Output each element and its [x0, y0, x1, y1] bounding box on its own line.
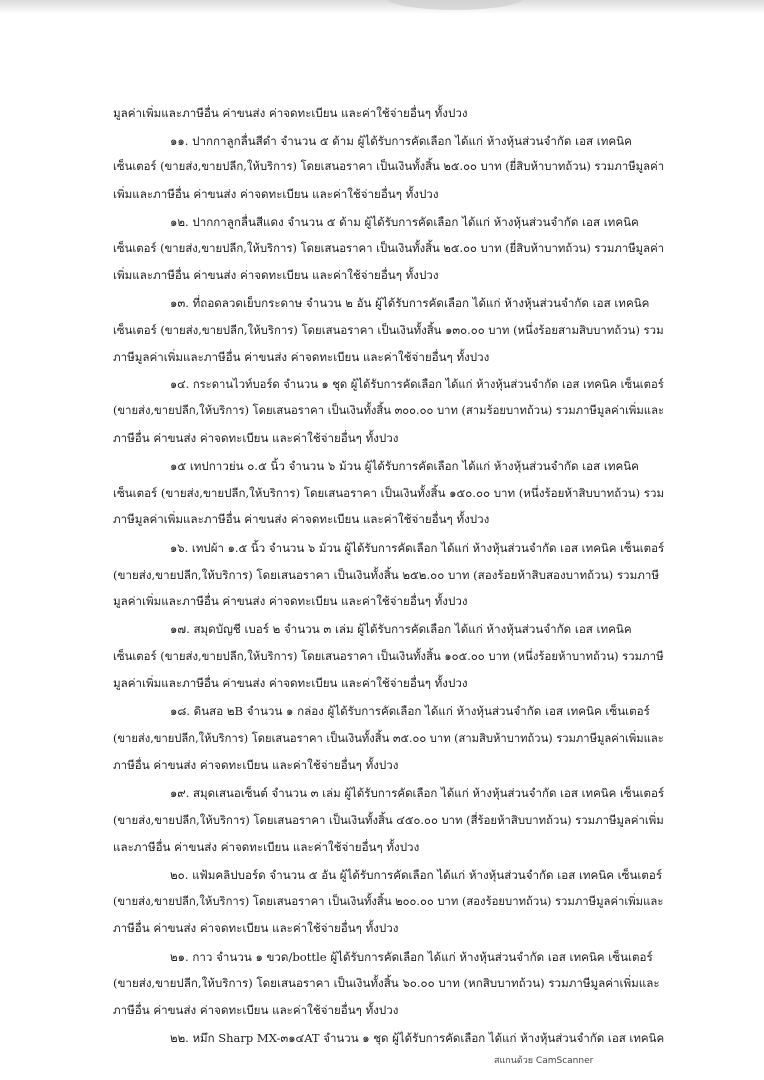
text-line: ภาษีมูลค่าเพิ่มและภาษีอื่น ค่าขนส่ง ค่าจดทะเบียน และค่าใช้จ่ายอื่นๆ ทั้งปวง	[113, 350, 490, 364]
text-line: มูลค่าเพิ่มและภาษีอื่น ค่าขนส่ง ค่าจดทะเบียน และค่าใช้จ่ายอื่นๆ ทั้งปวง	[113, 676, 468, 690]
text-line: ภาษีอื่น ค่าขนส่ง ค่าจดทะเบียน และค่าใช้จ่ายอื่นๆ ทั้งปวง	[113, 758, 399, 772]
text-line: (ขายส่ง,ขายปลีก,ให้บริการ) โดยเสนอราคา เป็นเงินทั้งสิ้น ๔๕๐.๐๐ บาท (สี่ร้อยห้าสิบบาทถ้วน) รวมภาษีมูลค่าเพิ่ม	[113, 813, 664, 827]
item-14-heading: ๑๔. กระดานไวท์บอร์ด จำนวน ๑ ชุด ผู้ได้รับการคัดเลือก ได้แก่ ห้างหุ้นส่วนจำกัด เอส เทคนิค เซ็นเตอร์	[170, 377, 664, 391]
text-line: เซ็นเตอร์ (ขายส่ง,ขายปลีก,ให้บริการ) โดยเสนอราคา เป็นเงินทั้งสิ้น ๑๓๐.๐๐ บาท (หนึ่งร้อยสามสิบบาทถ้วน) รวม	[113, 323, 664, 337]
text-line: เพิ่มและภาษีอื่น ค่าขนส่ง ค่าจดทะเบียน และค่าใช้จ่ายอื่นๆ ทั้งปวง	[113, 268, 439, 282]
item-17-heading: ๑๗. สมุดบัญชี เบอร์ ๒ จำนวน ๓ เล่ม ผู้ได้รับการคัดเลือก ได้แก่ ห้างหุ้นส่วนจำกัด เอส เทคนิค	[170, 622, 632, 636]
text-line: เซ็นเตอร์ (ขายส่ง,ขายปลีก,ให้บริการ) โดยเสนอราคา เป็นเงินทั้งสิ้น ๑๕๐.๐๐ บาท (หนึ่งร้อยห้าสิบบาทถ้วน) รวม	[113, 486, 665, 500]
text-line: ภาษีมูลค่าเพิ่มและภาษีอื่น ค่าขนส่ง ค่าจดทะเบียน และค่าใช้จ่ายอื่นๆ ทั้งปวง	[113, 512, 490, 526]
item-15-heading: ๑๕ เทปกาวย่น ๐.๕ นิ้ว จำนวน ๖ ม้วน ผู้ได้รับการคัดเลือก ได้แก่ ห้างหุ้นส่วนจำกัด เอส เทคนิค	[170, 459, 639, 473]
text-line: เพิ่มและภาษีอื่น ค่าขนส่ง ค่าจดทะเบียน และค่าใช้จ่ายอื่นๆ ทั้งปวง	[113, 187, 439, 201]
scanner-watermark: สแกนด้วย CamScanner	[494, 1056, 594, 1066]
text-line: เซ็นเตอร์ (ขายส่ง,ขายปลีก,ให้บริการ) โดยเสนอราคา เป็นเงินทั้งสิ้น ๒๕.๐๐ บาท (ยี่สิบห้าบาทถ้วน) รวมภาษีมูลค่า	[113, 159, 665, 173]
text-line: (ขายส่ง,ขายปลีก,ให้บริการ) โดยเสนอราคา เป็นเงินทั้งสิ้น ๒๕๒.๐๐ บาท (สองร้อยห้าสิบสองบาทถ้วน) รวมภาษี	[113, 568, 660, 582]
text-line: (ขายส่ง,ขายปลีก,ให้บริการ) โดยเสนอราคา เป็นเงินทั้งสิ้น ๖๐.๐๐ บาท (หกสิบบาทถ้วน) รวมภาษีมูลค่าเพิ่มและ	[113, 976, 660, 990]
text-line: เซ็นเตอร์ (ขายส่ง,ขายปลีก,ให้บริการ) โดยเสนอราคา เป็นเงินทั้งสิ้น ๒๕.๐๐ บาท (ยี่สิบห้าบาทถ้วน) รวมภาษีมูลค่า	[113, 241, 665, 255]
item-20-heading: ๒๐. แฟ้มคลิปบอร์ด จำนวน ๕ อัน ผู้ได้รับการคัดเลือก ได้แก่ ห้างหุ้นส่วนจำกัด เอส เทคนิค เซ็นเตอร์	[170, 868, 663, 882]
text-line: ภาษีอื่น ค่าขนส่ง ค่าจดทะเบียน และค่าใช้จ่ายอื่นๆ ทั้งปวง	[113, 1003, 399, 1017]
item-11-heading: ๑๑. ปากกาลูกลื่นสีดำ จำนวน ๕ ด้าม ผู้ได้รับการคัดเลือก ได้แก่ ห้างหุ้นส่วนจำกัด เอส เทคนิค	[170, 134, 632, 148]
text-line: มูลค่าเพิ่มและภาษีอื่น ค่าขนส่ง ค่าจดทะเบียน และค่าใช้จ่ายอื่นๆ ทั้งปวง	[113, 106, 468, 120]
item-22-heading: ๒๒. หมึก Sharp MX-๓๑๔AT จำนวน ๑ ชุด ผู้ได้รับการคัดเลือก ได้แก่ ห้างหุ้นส่วนจำกัด เอส เทคนิค	[170, 1031, 665, 1045]
item-16-heading: ๑๖. เทปผ้า ๑.๕ นิ้ว จำนวน ๖ ม้วน ผู้ได้รับการคัดเลือก ได้แก่ ห้างหุ้นส่วนจำกัด เอส เทคนิค เซ็นเตอร์	[170, 541, 665, 555]
text-line: มูลค่าเพิ่มและภาษีอื่น ค่าขนส่ง ค่าจดทะเบียน และค่าใช้จ่ายอื่นๆ ทั้งปวง	[113, 594, 468, 608]
text-line: ภาษีอื่น ค่าขนส่ง ค่าจดทะเบียน และค่าใช้จ่ายอื่นๆ ทั้งปวง	[113, 431, 399, 445]
item-21-heading: ๒๑. กาว จำนวน ๑ ขวด/bottle ผู้ได้รับการคัดเลือก ได้แก่ ห้างหุ้นส่วนจำกัด เอส เทคนิค เซ็นเตอร์	[170, 950, 653, 964]
text-line: เซ็นเตอร์ (ขายส่ง,ขายปลีก,ให้บริการ) โดยเสนอราคา เป็นเงินทั้งสิ้น ๑๐๕.๐๐ บาท (หนึ่งร้อยห้าบาทถ้วน) รวมภาษี	[113, 649, 664, 663]
text-line: (ขายส่ง,ขายปลีก,ให้บริการ) โดยเสนอราคา เป็นเงินทั้งสิ้น ๓๕.๐๐ บาท (สามสิบห้าบาทถ้วน) รวมภาษีมูลค่าเพิ่มและ	[113, 731, 664, 745]
text-line: (ขายส่ง,ขายปลีก,ให้บริการ) โดยเสนอราคา เป็นเงินทั้งสิ้น ๒๐๐.๐๐ บาท (สองร้อยบาทถ้วน) รวมภาษีมูลค่าเพิ่มและ	[113, 894, 664, 908]
item-19-heading: ๑๙. สมุดเสนอเซ็นต์ จำนวน ๓ เล่ม ผู้ได้รับการคัดเลือก ได้แก่ ห้างหุ้นส่วนจำกัด เอส เทคนิค เซ็นเตอร์	[170, 786, 665, 800]
item-18-heading: ๑๘. ดินสอ ๒B จำนวน ๑ กล่อง ผู้ได้รับการคัดเลือก ได้แก่ ห้างหุ้นส่วนจำกัด เอส เทคนิค เซ็นเตอร์	[170, 704, 650, 718]
text-line: (ขายส่ง,ขายปลีก,ให้บริการ) โดยเสนอราคา เป็นเงินทั้งสิ้น ๓๐๐.๐๐ บาท (สามร้อยบาทถ้วน) รวมภาษีมูลค่าเพิ่มและ	[113, 403, 665, 417]
item-13-heading: ๑๓. ที่ถอดลวดเย็บกระดาษ จำนวน ๒ อัน ผู้ได้รับการคัดเลือก ได้แก่ ห้างหุ้นส่วนจำกัด เอส เทคนิค	[170, 296, 650, 310]
text-line: ภาษีอื่น ค่าขนส่ง ค่าจดทะเบียน และค่าใช้จ่ายอื่นๆ ทั้งปวง	[113, 921, 399, 935]
text-line: และภาษีอื่น ค่าขนส่ง ค่าจดทะเบียน และค่าใช้จ่ายอื่นๆ ทั้งปวง	[113, 840, 420, 854]
item-12-heading: ๑๒. ปากกาลูกลื่นสีแดง จำนวน ๕ ด้าม ผู้ได้รับการคัดเลือก ได้แก่ ห้างหุ้นส่วนจำกัด เอส เทคนิค	[170, 215, 639, 229]
